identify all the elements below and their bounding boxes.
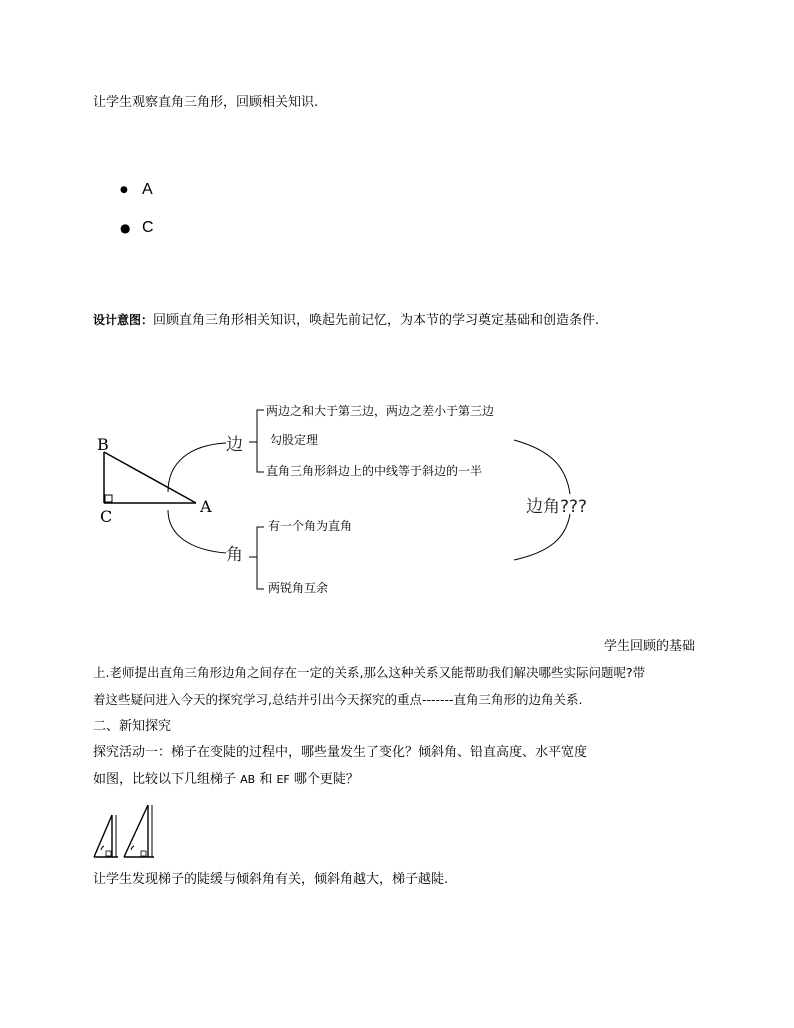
triangle-side-ab	[104, 452, 196, 503]
edge-angle-question: 边角???	[526, 497, 588, 517]
side-item-1: 两边之和大于第三边，两边之差小于第三边	[266, 404, 495, 418]
compare-mid: 和	[255, 772, 277, 787]
vertex-b-label: B	[97, 435, 109, 454]
side-connector-arc	[168, 443, 226, 492]
angle-label: 角	[226, 545, 243, 565]
angle-connector-arc	[168, 510, 226, 553]
vertex-c-label: C	[100, 507, 113, 526]
design-label: 设计意图：	[93, 313, 154, 327]
design-text: 回顾直角三角形相关知识，唤起先前记忆，为本节的学习奠定基础和创造条件.	[153, 313, 600, 328]
side-item-3: 直角三角形斜边上的中线等于斜边的一半	[266, 464, 483, 478]
compare-suffix: 哪个更陡？	[289, 772, 359, 787]
intro-text: 让学生观察直角三角形，回顾相关知识.	[93, 95, 319, 110]
right-angle-mark	[105, 495, 112, 502]
angle-bracket	[257, 527, 264, 589]
side-bracket	[257, 410, 264, 472]
ladder-ab: AB	[240, 773, 256, 786]
activity-text: 探究活动一：梯子在变陡的过程中，哪些量发生了变化？倾斜角、铅直高度、水平宽度	[93, 745, 588, 760]
angle-item-1: 有一个角为直角	[268, 519, 353, 533]
ladder-figure-2	[124, 805, 154, 857]
compare-question	[93, 772, 359, 788]
side-item-2: 勾股定理	[270, 433, 319, 447]
paragraph-line-1: 上.老师提出直角三角形边角之间存在一定的关系,那么这种关系又能帮助我们解决哪些实际问题呢?带	[93, 665, 646, 680]
right-note: 学生回顾的基础	[604, 639, 696, 654]
paragraph-line-2: 着这些疑问进入今天的探究学习,总结并引出今天探究的重点-------直角三角形的边角关系.	[93, 692, 583, 707]
side-label: 边	[226, 435, 243, 455]
compare-prefix: 如图，比较以下几组梯子	[93, 772, 241, 787]
bullet-icon: ●	[120, 221, 131, 235]
bullet-label: C	[142, 219, 154, 236]
conclusion-text: 让学生发现梯子的陡缓与倾斜角有关，倾斜角越大，梯子越陡.	[93, 872, 449, 887]
bullet-icon: ●	[120, 185, 128, 195]
vertex-a-label: A	[200, 497, 212, 516]
section-heading: 二、新知探究	[93, 719, 172, 734]
closing-arc-bottom	[514, 514, 570, 560]
ladder-figure-1	[94, 815, 118, 857]
ladder-ef: EF	[276, 773, 290, 786]
angle-item-2: 两锐角互余	[268, 581, 329, 595]
bullet-label: A	[142, 181, 153, 198]
closing-arc-top	[514, 440, 570, 494]
